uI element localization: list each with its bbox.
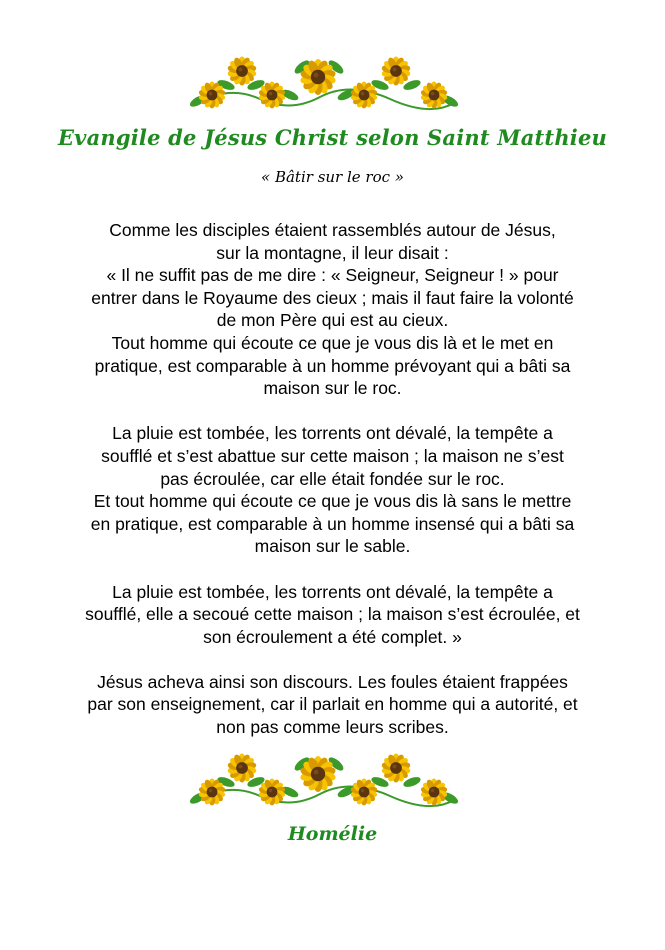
gospel-line: La pluie est tombée, les torrents ont dévalé, la tempête a <box>112 423 553 444</box>
gospel-line: pratique, est comparable à un homme prévoyant qui a bâti sa <box>94 355 571 376</box>
sunflower-garland-bottom-icon <box>190 752 460 812</box>
gospel-line: par son enseignement, car il parlait en homme qui a autorité, et <box>87 694 578 715</box>
gospel-line: Tout homme qui écoute ce que je vous dis là et le met en <box>111 332 554 353</box>
gospel-line: de mon Père qui est au cieux. <box>216 310 449 331</box>
gospel-line: Jésus acheva ainsi son discours. Les foules étaient frappées <box>97 671 568 692</box>
gospel-line: non pas comme leurs scribes. <box>216 717 449 738</box>
page-title: Evangile de Jésus Christ selon Saint Matthieu <box>57 125 608 150</box>
gospel-line: « Il ne suffit pas de me dire : « Seigneur, Seigneur ! » pour <box>106 265 559 286</box>
gospel-line: Et tout homme qui écoute ce que je vous dis là sans le mettre <box>93 491 572 512</box>
sunflower-icon <box>227 753 257 782</box>
gospel-line: entrer dans le Royaume des cieux ; mais il faut faire la volonté <box>91 287 574 308</box>
sunflower-garland-top-icon <box>190 55 460 115</box>
gospel-line: son écroulement a été complet. » <box>203 626 462 647</box>
gospel-line: pas écroulée, car elle était fondée sur le roc. <box>160 468 505 489</box>
gospel-line: sur la montagne, il leur disait : <box>216 242 449 263</box>
sunflower-icon <box>420 778 448 805</box>
sunflower-icon <box>381 56 411 85</box>
gospel-line: La pluie est tombée, les torrents ont dévalé, la tempête a <box>112 581 553 602</box>
gospel-line: soufflé, elle a secoué cette maison ; la maison s’est écroulée, et <box>85 604 580 625</box>
sunflower-icon <box>381 753 411 782</box>
sunflower-icon <box>227 56 257 85</box>
sunflower-icon <box>420 81 448 108</box>
homelie-heading: Homélie <box>287 823 378 845</box>
gospel-text <box>40 219 625 739</box>
paragraph-gap <box>40 558 625 581</box>
gospel-line: Comme les disciples étaient rassemblés autour de Jésus, <box>109 220 556 240</box>
paragraph-gap <box>40 648 625 671</box>
gospel-line: maison sur le roc. <box>263 378 402 399</box>
paragraph-gap <box>40 400 625 423</box>
page-subtitle: « Bâtir sur le roc » <box>261 168 404 186</box>
gospel-line: soufflé et s’est abattue sur cette maison ; la maison ne s’est <box>101 445 564 466</box>
gospel-line: maison sur le sable. <box>254 536 411 557</box>
gospel-line: en pratique, est comparable à un homme insensé qui a bâti sa <box>90 513 575 534</box>
